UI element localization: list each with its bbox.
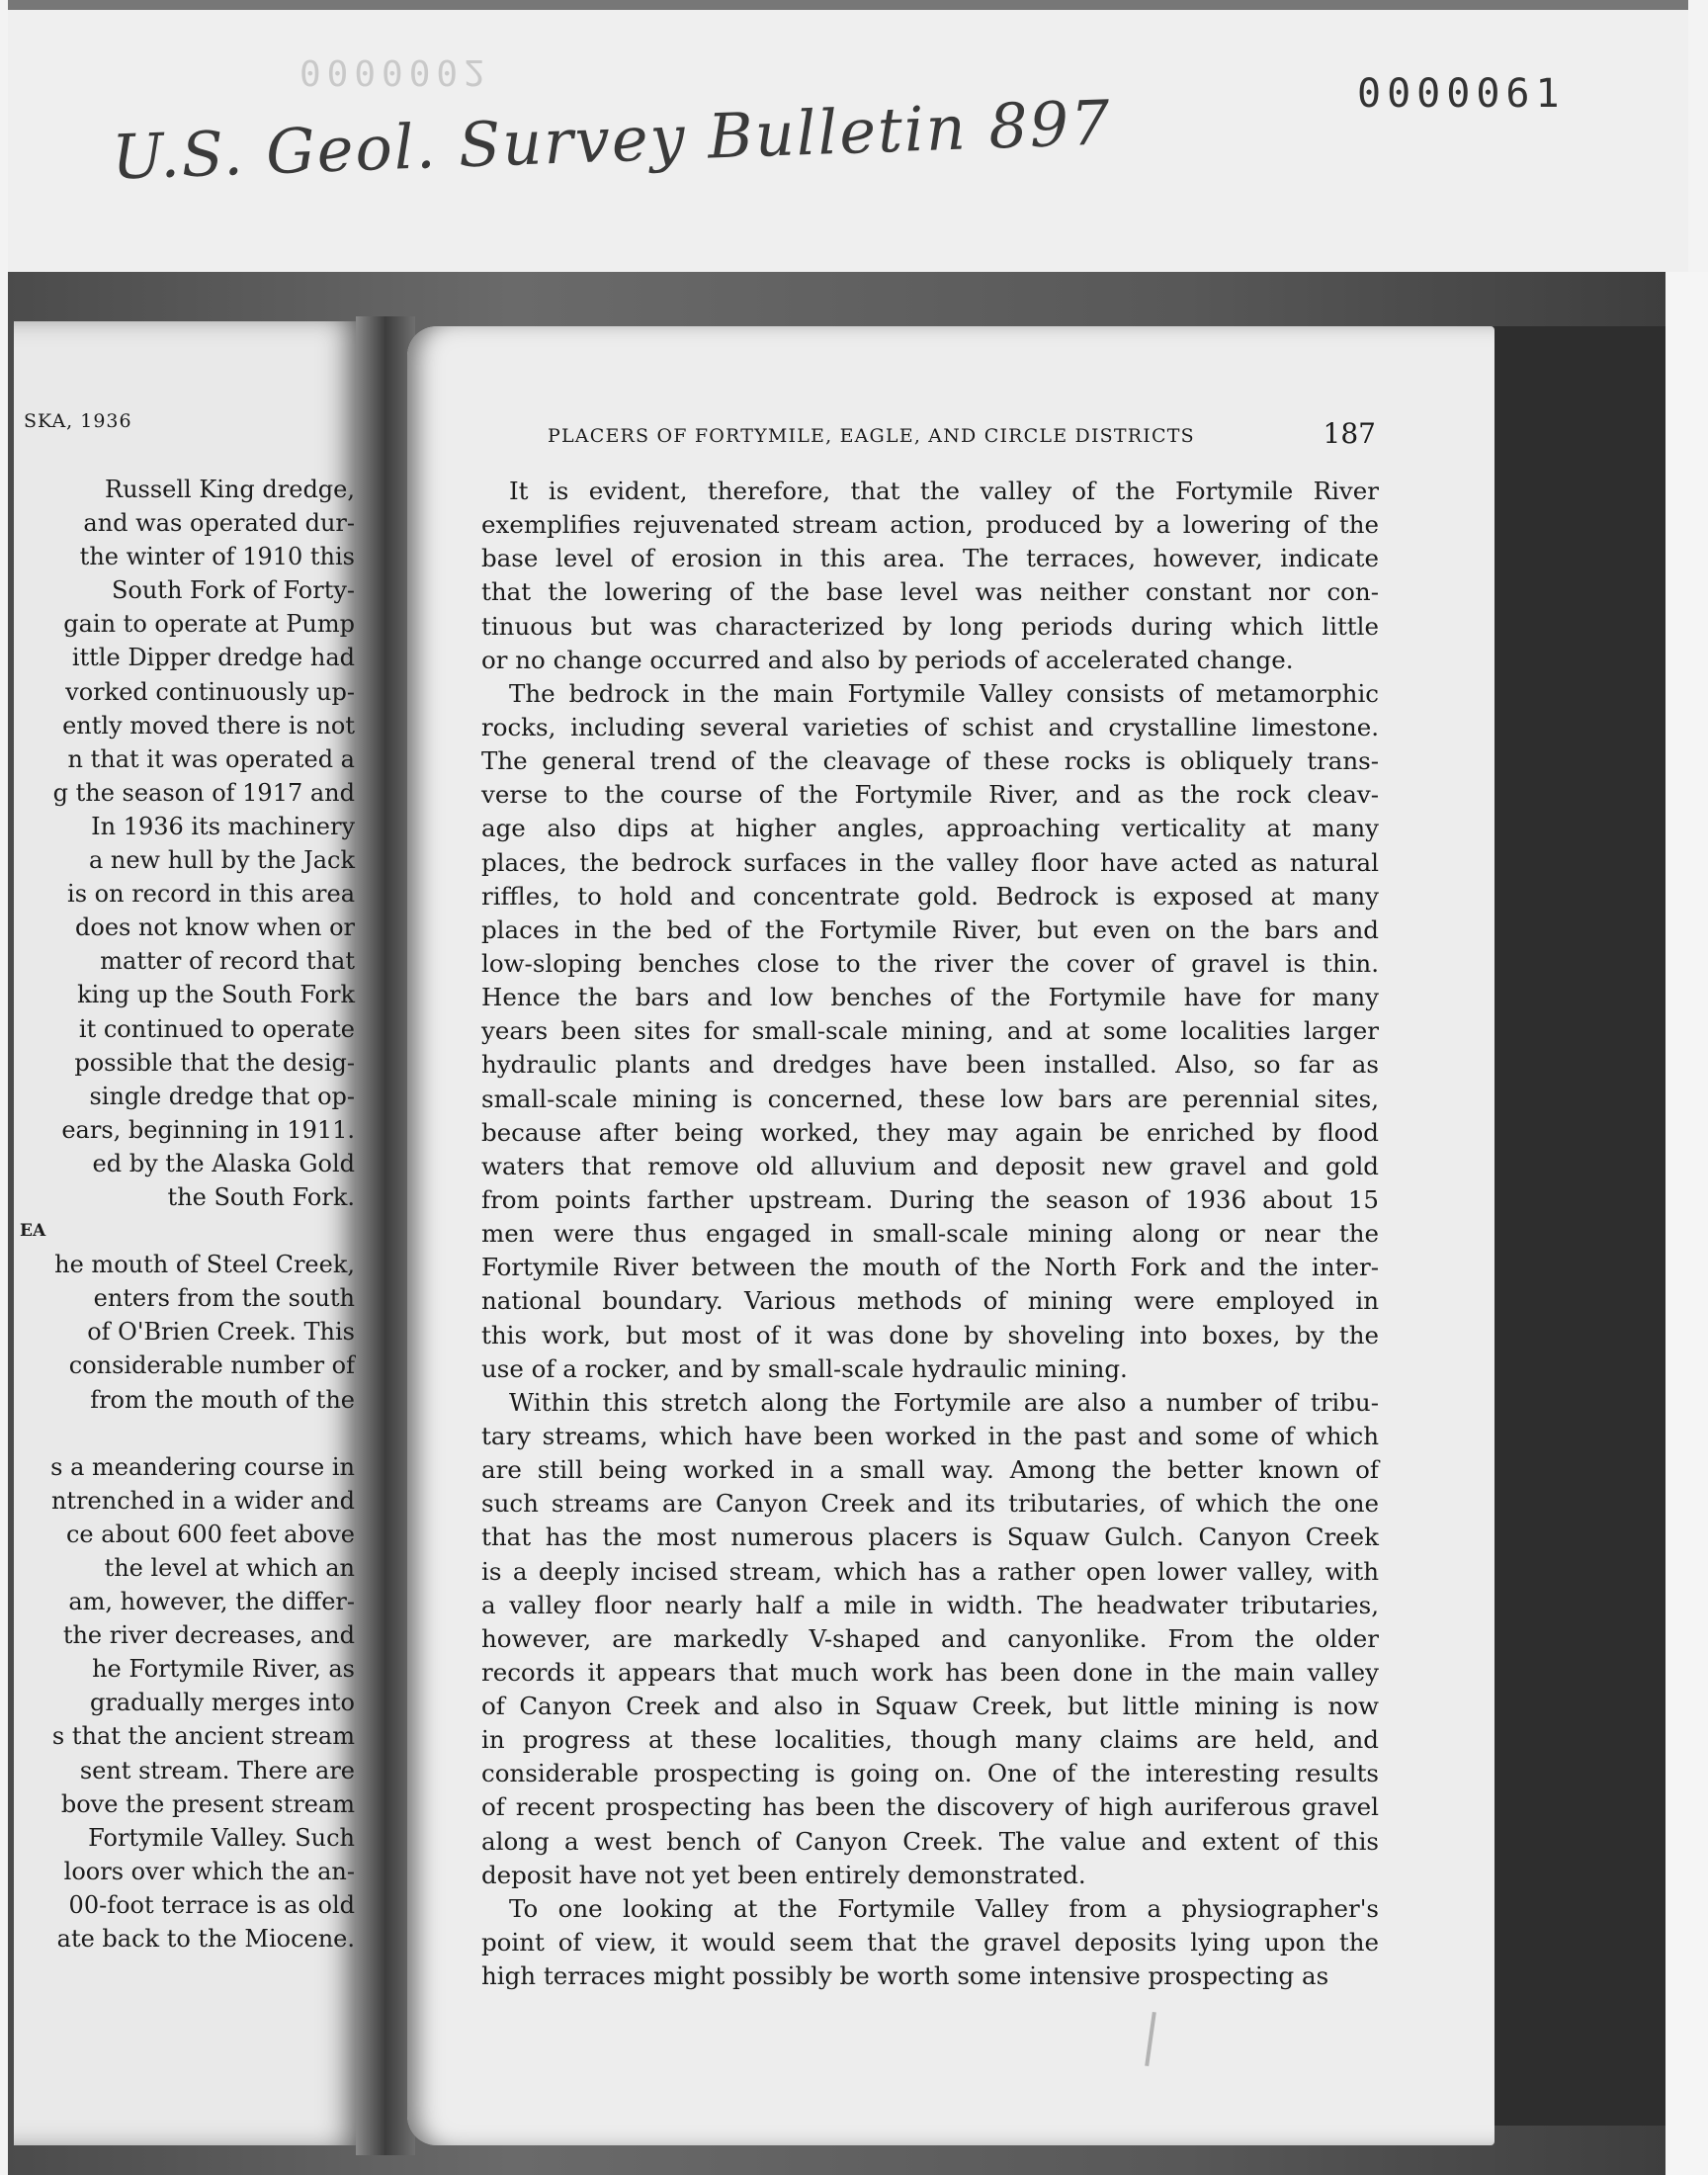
text-line: from the mouth of the bbox=[90, 1385, 355, 1414]
text-line: along a west bench of Canyon Creek. The value and extent of this bbox=[481, 1826, 1379, 1856]
text-line: the South Fork. bbox=[167, 1182, 355, 1211]
text-line: places in the bed of the Fortymile River, but even on the bars and bbox=[481, 914, 1379, 944]
book-gutter bbox=[356, 316, 415, 2155]
text-line: Fortymile River between the mouth of the North Fork and the inter- bbox=[481, 1253, 1379, 1282]
text-line: rocks, including several varieties of schist and crystalline limestone. bbox=[481, 712, 1379, 741]
text-line: is a deeply incised stream, which has a rather open lower valley, with bbox=[481, 1556, 1379, 1586]
text-line: records it appears that much work has been done in the main valley bbox=[481, 1657, 1379, 1687]
running-head: PLACERS OF FORTYMILE, EAGLE, AND CIRCLE DISTRICTS bbox=[548, 425, 1195, 447]
text-line: of Canyon Creek and also in Squaw Creek, but little mining is now bbox=[481, 1692, 1379, 1721]
text-line: bove the present stream bbox=[60, 1789, 355, 1818]
text-line: the river decreases, and bbox=[62, 1621, 355, 1650]
text-line: It is evident, therefore, that the valley of the Fortymile River bbox=[509, 477, 1379, 505]
text-line: places, the bedrock surfaces in the valley floor have acted as natural bbox=[481, 847, 1379, 877]
text-line bbox=[14, 1417, 355, 1450]
text-line: it continued to operate bbox=[78, 1014, 355, 1043]
text-line: base level of erosion in this area. The terraces, however, indicate bbox=[481, 544, 1379, 573]
text-line: of recent prospecting has been the discovery of high auriferous gravel bbox=[481, 1792, 1379, 1822]
text-line: waters that remove old alluvium and deposit new gravel and gold bbox=[481, 1151, 1379, 1180]
text-line: because after being worked, they may again be enriched by flood bbox=[481, 1117, 1379, 1147]
text-line: To one looking at the Fortymile Valley from a physiographer's bbox=[509, 1893, 1379, 1923]
text-line: the winter of 1910 this bbox=[79, 543, 355, 571]
body-text bbox=[481, 475, 1379, 1993]
text-line: enters from the south bbox=[93, 1284, 355, 1313]
text-line: vorked continuously up- bbox=[65, 677, 355, 706]
text-line: that the lowering of the base level was neither constant nor con- bbox=[481, 577, 1379, 607]
handwritten-title: U.S. Geol. Survey Bulletin 897 bbox=[111, 86, 1113, 194]
text-line: matter of record that bbox=[100, 947, 355, 976]
text-line: is on record in this area bbox=[67, 880, 355, 909]
text-line: he mouth of Steel Creek, bbox=[54, 1251, 355, 1279]
text-line: point of view, it would seem that the gravel deposits lying upon the bbox=[481, 1928, 1379, 1958]
text-line: South Fork of Forty- bbox=[111, 576, 355, 605]
text-line: ed by the Alaska Gold bbox=[92, 1149, 355, 1177]
text-line: use of a rocker, and by small-scale hydraulic mining. bbox=[481, 1353, 1128, 1383]
text-line: exemplifies rejuvenated stream action, produced by a lowering of the bbox=[481, 510, 1379, 540]
text-line: tary streams, which have been worked in the past and some of which bbox=[481, 1421, 1379, 1450]
text-line: age also dips at higher angles, approaching verticality at many bbox=[481, 814, 1379, 843]
text-line: he Fortymile River, as bbox=[92, 1655, 355, 1684]
page-header bbox=[548, 417, 1376, 453]
text-line: verse to the course of the Fortymile River, and as the rock cleav- bbox=[481, 780, 1379, 810]
text-line: n that it was operated a bbox=[67, 744, 355, 773]
text-line: ittle Dipper dredge had bbox=[71, 644, 355, 672]
text-line: or no change occurred and also by periods of accelerated change. bbox=[481, 645, 1294, 674]
text-line: a new hull by the Jack bbox=[88, 846, 355, 875]
text-line: g the season of 1917 and bbox=[52, 778, 355, 807]
text-line: the level at which an bbox=[104, 1554, 355, 1582]
text-line: s a meandering course in bbox=[50, 1452, 355, 1481]
text-line: that has the most numerous placers is Squaw Gulch. Canyon Creek bbox=[481, 1522, 1379, 1552]
text-line: single dredge that op- bbox=[89, 1082, 355, 1110]
text-line: considerable number of bbox=[68, 1351, 355, 1380]
text-line: ears, beginning in 1911. bbox=[61, 1115, 355, 1144]
text-line: gradually merges into bbox=[90, 1689, 355, 1717]
text-line: deposit have not yet been entirely demonstrated. bbox=[481, 1860, 1086, 1889]
text-line: s that the ancient stream bbox=[51, 1722, 355, 1751]
scan-shadow bbox=[1493, 326, 1665, 2126]
ghost-number: 0000002 bbox=[299, 51, 491, 92]
text-line: possible that the desig- bbox=[74, 1048, 355, 1077]
text-line: and was operated dur- bbox=[83, 509, 355, 538]
text-line: tinuous but was characterized by long periods during which little bbox=[481, 611, 1379, 641]
text-line: small-scale mining is concerned, these low bars are perennial sites, bbox=[481, 1084, 1379, 1113]
text-line: ate back to the Miocene. bbox=[56, 1925, 355, 1954]
text-line: king up the South Fork bbox=[77, 981, 355, 1009]
text-line: men were thus engaged in small-scale mining along or near the bbox=[481, 1219, 1379, 1249]
text-line: loors over which the an- bbox=[63, 1857, 355, 1885]
left-page bbox=[14, 321, 380, 2145]
text-line: are still being worked in a small way. Among the better known of bbox=[481, 1455, 1379, 1485]
right-page bbox=[407, 326, 1494, 2145]
text-line: Hence the bars and low benches of the Fortymile have for many bbox=[481, 983, 1379, 1012]
text-line: ently moved there is not bbox=[62, 711, 355, 740]
text-line: from points farther upstream. During the season of 1936 about 15 bbox=[481, 1184, 1379, 1214]
text-line: years been sites for small-scale mining, and at some localities larger bbox=[481, 1016, 1379, 1046]
text-line: ntrenched in a wider and bbox=[50, 1486, 355, 1515]
text-line: of O'Brien Creek. This bbox=[87, 1318, 355, 1347]
text-line: 00-foot terrace is as old bbox=[68, 1890, 355, 1919]
text-line: hydraulic plants and dredges have been installed. Also, so far as bbox=[481, 1050, 1379, 1080]
text-line: such streams are Canyon Creek and its tributaries, of which the one bbox=[481, 1489, 1379, 1519]
text-line: In 1936 its machinery bbox=[91, 812, 355, 840]
text-line: The bedrock in the main Fortymile Valley consists of metamorphic bbox=[509, 678, 1379, 708]
text-line: sent stream. There are bbox=[79, 1756, 355, 1784]
text-line: high terraces might possibly be worth some intensive prospecting as bbox=[481, 1961, 1329, 1991]
label-sheet bbox=[8, 0, 1688, 299]
text-line: riffles, to hold and concentrate gold. Bedrock is exposed at many bbox=[481, 881, 1379, 911]
text-line: gain to operate at Pump bbox=[63, 610, 355, 639]
text-line: considerable prospecting is going on. One of the interesting results bbox=[481, 1759, 1379, 1788]
text-line: The general trend of the cleavage of these rocks is obliquely trans- bbox=[481, 746, 1379, 776]
text-line: ce about 600 feet above bbox=[65, 1520, 355, 1548]
text-line: this work, but most of it was done by shoveling into boxes, by the bbox=[481, 1320, 1379, 1349]
text-line: a valley floor nearly half a mile in width. The headwater tributaries, bbox=[481, 1590, 1379, 1619]
text-line: does not know when or bbox=[75, 914, 355, 942]
stamp-number: 0000061 bbox=[1357, 71, 1566, 117]
text-line: national boundary. Various methods of mining were employed in bbox=[481, 1286, 1379, 1316]
text-line: am, however, the differ- bbox=[68, 1588, 355, 1616]
text-line: however, are markedly V-shaped and canyonlike. From the older bbox=[481, 1623, 1379, 1653]
scan-edge bbox=[1665, 272, 1708, 2175]
left-page-text bbox=[14, 473, 355, 1956]
text-line: Fortymile Valley. Such bbox=[88, 1823, 355, 1852]
section-heading: EA bbox=[20, 1221, 46, 1242]
text-line: low-sloping benches close to the river the cover of gravel is thin. bbox=[481, 948, 1379, 978]
text-line: in progress at these localities, though many claims are held, and bbox=[481, 1725, 1379, 1755]
page-number: 187 bbox=[1323, 417, 1376, 450]
left-running-head: SKA, 1936 bbox=[24, 410, 132, 432]
text-line: Within this stretch along the Fortymile are also a number of tribu- bbox=[509, 1387, 1379, 1417]
text-line: Russell King dredge, bbox=[105, 476, 355, 503]
